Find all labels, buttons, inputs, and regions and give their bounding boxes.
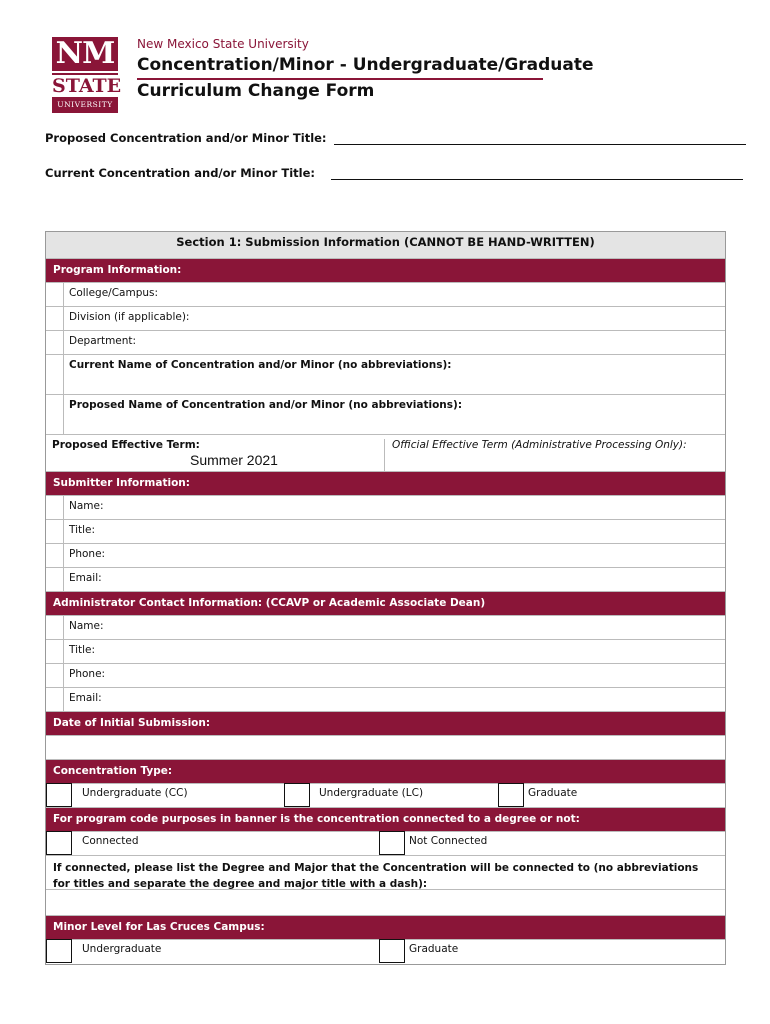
admin-title-label: Title: xyxy=(69,644,96,656)
university-name: New Mexico State University xyxy=(137,37,309,51)
official-term-label: Official Effective Term (Administrative Processing Only): xyxy=(392,439,687,451)
current-title-label: Current Concentration and/or Minor Title: xyxy=(45,166,315,180)
minor-level-bar: Minor Level for Las Cruces Campus: xyxy=(46,916,725,940)
program-code-bar: For program code purposes in banner is the concentration connected to a degree or not: xyxy=(46,808,725,832)
submitter-email-label: Email: xyxy=(69,572,102,584)
section-heading: Section 1: Submission Information (CANNOT BE HAND-WRITTEN) xyxy=(46,232,725,259)
admin-name-field[interactable] xyxy=(46,616,725,640)
admin-name-label: Name: xyxy=(69,620,104,632)
submitter-title-field[interactable] xyxy=(46,520,725,544)
admin-email-field[interactable] xyxy=(46,688,725,712)
college-field[interactable] xyxy=(46,283,725,307)
submission-date-input[interactable] xyxy=(46,736,725,760)
college-label: College/Campus: xyxy=(69,287,159,299)
logo-nm: NM xyxy=(52,37,118,71)
minor-graduate-checkbox[interactable] xyxy=(379,939,405,963)
program-info-bar: Program Information: xyxy=(46,259,725,283)
title-divider xyxy=(137,78,543,80)
minor-undergrad-label: Undergraduate xyxy=(82,943,162,955)
department-field[interactable] xyxy=(46,331,725,355)
submitter-email-field[interactable] xyxy=(46,568,725,592)
form-title-line1: Concentration/Minor - Undergraduate/Graduate xyxy=(137,55,594,75)
department-label: Department: xyxy=(69,335,137,347)
current-title-input[interactable] xyxy=(331,167,743,180)
logo-state: STATE xyxy=(52,75,122,97)
submitter-bar: Submitter Information: xyxy=(46,472,725,496)
submitter-name-label: Name: xyxy=(69,500,104,512)
degree-major-input[interactable] xyxy=(46,890,725,916)
minor-graduate-label: Graduate xyxy=(409,943,459,955)
admin-title-field[interactable] xyxy=(46,640,725,664)
submission-date-bar: Date of Initial Submission: xyxy=(46,712,725,736)
connected-label: Connected xyxy=(82,835,139,847)
proposed-term-input[interactable] xyxy=(187,439,385,472)
administrator-bar: Administrator Contact Information: (CCAVP or Academic Associate Dean) xyxy=(46,592,725,616)
proposed-title-label: Proposed Concentration and/or Minor Title: xyxy=(45,131,327,145)
undergrad-cc-label: Undergraduate (CC) xyxy=(82,787,188,799)
submitter-title-label: Title: xyxy=(69,524,96,536)
submitter-phone-label: Phone: xyxy=(69,548,106,560)
division-label: Division (if applicable): xyxy=(69,311,190,323)
current-name-label: Current Name of Concentration and/or Minor (no abbreviations): xyxy=(69,359,452,371)
undergrad-lc-label: Undergraduate (LC) xyxy=(319,787,424,799)
admin-email-label: Email: xyxy=(69,692,102,704)
not-connected-checkbox[interactable] xyxy=(379,831,405,855)
minor-level-options xyxy=(46,940,725,964)
minor-undergrad-checkbox[interactable] xyxy=(46,939,72,963)
current-title-field xyxy=(45,166,743,180)
concentration-type-bar: Concentration Type: xyxy=(46,760,725,784)
program-code-options xyxy=(46,832,725,856)
admin-phone-label: Phone: xyxy=(69,668,106,680)
submitter-name-field[interactable] xyxy=(46,496,725,520)
concentration-type-options xyxy=(46,784,725,808)
proposed-term-label: Proposed Effective Term: xyxy=(52,439,200,451)
connected-note: If connected, please list the Degree and Major that the Concentration will be connected to (no abbreviations for titles and separate the degree and major title with a dash): xyxy=(46,856,725,890)
admin-phone-field[interactable] xyxy=(46,664,725,688)
nmsu-logo xyxy=(52,36,122,115)
undergrad-lc-checkbox[interactable] xyxy=(284,783,310,807)
proposed-name-field[interactable] xyxy=(46,395,725,435)
undergrad-cc-checkbox[interactable] xyxy=(46,783,72,807)
connected-checkbox[interactable] xyxy=(46,831,72,855)
submitter-phone-field[interactable] xyxy=(46,544,725,568)
effective-term-row xyxy=(46,435,725,472)
proposed-term-value: Summer 2021 xyxy=(190,452,278,468)
submission-form xyxy=(45,231,726,965)
proposed-name-label: Proposed Name of Concentration and/or Minor (no abbreviations): xyxy=(69,399,463,411)
proposed-title-input[interactable] xyxy=(334,132,746,145)
division-field[interactable] xyxy=(46,307,725,331)
logo-university: UNIVERSITY xyxy=(52,97,118,113)
form-title-line2: Curriculum Change Form xyxy=(137,81,375,101)
graduate-type-checkbox[interactable] xyxy=(498,783,524,807)
graduate-type-label: Graduate xyxy=(528,787,578,799)
not-connected-label: Not Connected xyxy=(409,835,488,847)
proposed-title-field xyxy=(45,131,746,145)
current-name-field[interactable] xyxy=(46,355,725,395)
